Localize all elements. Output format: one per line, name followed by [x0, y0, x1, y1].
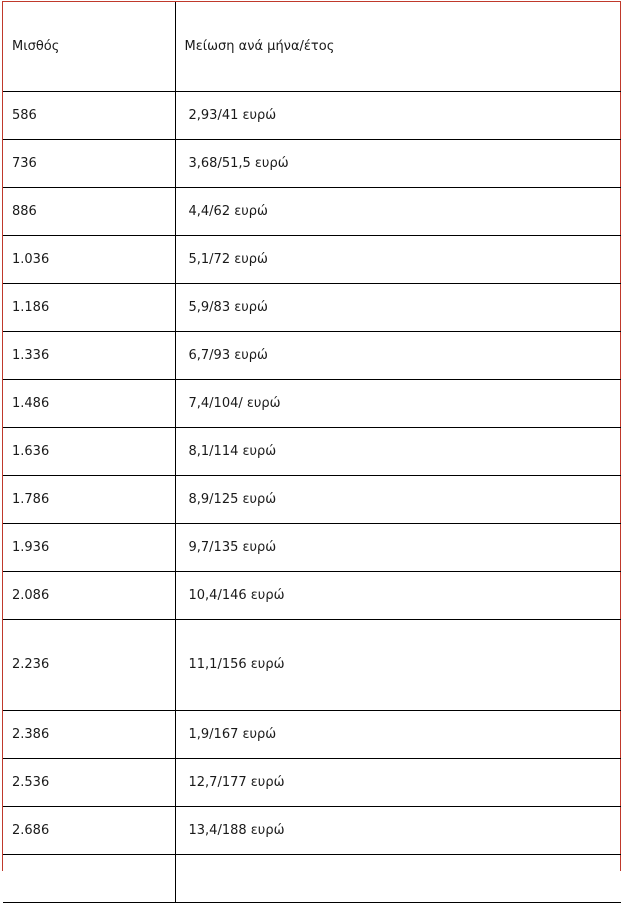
- salary-cell: 1.936: [3, 523, 175, 571]
- reduction-cell: 6,7/93 ευρώ: [175, 331, 621, 379]
- salary-cell: 736: [3, 139, 175, 187]
- reduction-cell: 12,7/177 ευρώ: [175, 758, 621, 806]
- reduction-cell: 13,4/188 ευρώ: [175, 806, 621, 854]
- table-row: [3, 91, 621, 139]
- reduction-cell: 5,9/83 ευρώ: [175, 283, 621, 331]
- reduction-cell: 8,1/114 ευρώ: [175, 427, 621, 475]
- table-row: [3, 187, 621, 235]
- table-row: [3, 427, 621, 475]
- salary-cell: 2.536: [3, 758, 175, 806]
- table-row: [3, 758, 621, 806]
- salary-cell: 1.636: [3, 427, 175, 475]
- reduction-cell: 5,1/72 ευρώ: [175, 235, 621, 283]
- salary-cell: 1.336: [3, 331, 175, 379]
- salary-reduction-table: [3, 2, 621, 903]
- reduction-cell: 11,1/156 ευρώ: [175, 619, 621, 710]
- salary-cell: 1.486: [3, 379, 175, 427]
- salary-cell: 1.786: [3, 475, 175, 523]
- reduction-cell: 1,9/167 ευρώ: [175, 710, 621, 758]
- table-row: [3, 331, 621, 379]
- reduction-cell: 4,4/62 ευρώ: [175, 187, 621, 235]
- reduction-cell: 8,9/125 ευρώ: [175, 475, 621, 523]
- table-row: [3, 523, 621, 571]
- salary-cell: 1.186: [3, 283, 175, 331]
- table-row: [3, 806, 621, 854]
- table-header-row: [3, 2, 621, 91]
- table-row: [3, 475, 621, 523]
- salary-cell: 2.386: [3, 710, 175, 758]
- header-reduction: Μείωση ανά μήνα/έτος: [175, 2, 621, 91]
- table-row: [3, 619, 621, 710]
- salary-cell: 586: [3, 91, 175, 139]
- table-row-empty: [3, 854, 621, 902]
- reduction-cell: 2,93/41 ευρώ: [175, 91, 621, 139]
- table-row: [3, 710, 621, 758]
- table-row: [3, 235, 621, 283]
- reduction-cell: 9,7/135 ευρώ: [175, 523, 621, 571]
- header-salary: Μισθός: [3, 2, 175, 91]
- reduction-cell: 10,4/146 ευρώ: [175, 571, 621, 619]
- reduction-cell: 7,4/104/ ευρώ: [175, 379, 621, 427]
- salary-cell: 2.686: [3, 806, 175, 854]
- salary-cell: 2.086: [3, 571, 175, 619]
- salary-cell: 886: [3, 187, 175, 235]
- salary-cell: 2.236: [3, 619, 175, 710]
- table-row: [3, 139, 621, 187]
- table-row: [3, 379, 621, 427]
- table-row: [3, 571, 621, 619]
- reduction-cell: 3,68/51,5 ευρώ: [175, 139, 621, 187]
- salary-cell: 1.036: [3, 235, 175, 283]
- table-row: [3, 283, 621, 331]
